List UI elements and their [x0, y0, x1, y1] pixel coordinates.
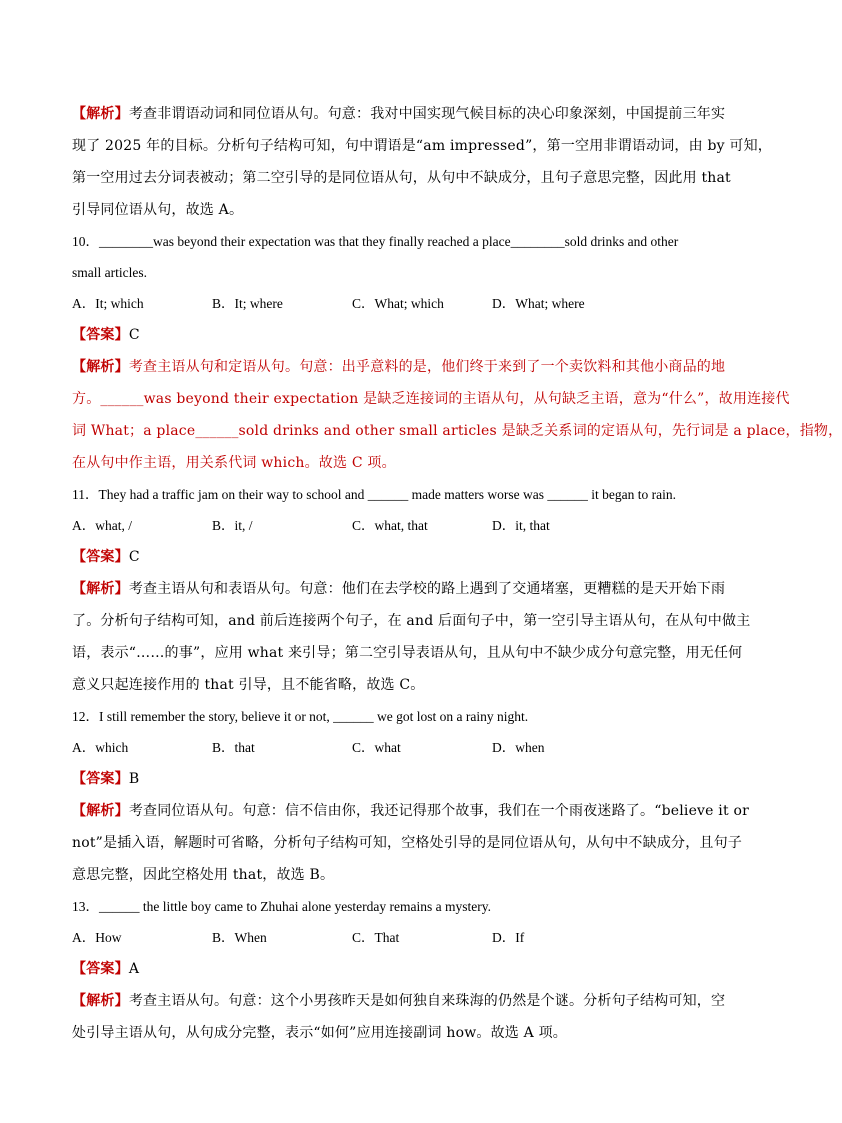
- q10-analysis-line-3: 词 What；a place______sold drinks and other small articles 是缺乏关系词的定语从句，先行词是 a place，指物，: [72, 423, 842, 439]
- q10-stem: 10．________was beyond their expectation was that they finally reached a place________sold drinks and other: [72, 234, 679, 249]
- analysis-tag: 【解析】: [72, 803, 129, 819]
- q13-analysis-line-1: 【解析】考查主语从句。句意：这个小男孩昨天是如何独自来珠海的仍然是个谜。分析句子结构可知，空: [72, 993, 726, 1009]
- analysis-tag: 【解析】: [72, 993, 129, 1009]
- analysis-tag: 【解析】: [72, 359, 129, 375]
- q12-analysis-line-3: 意思完整，因此空格处用 that，故选 B。: [72, 867, 335, 883]
- q11-analysis-line-4: 意义只起连接作用的 that 引导，且不能省略，故选 C。: [72, 677, 425, 693]
- q11-option-b: B．it, /: [212, 518, 253, 533]
- q12-options: [72, 732, 722, 763]
- q12-option-d: D．when: [492, 740, 545, 755]
- q10-stem-cont: small articles.: [72, 265, 147, 280]
- answer-tag: 【答案】: [72, 961, 129, 977]
- q11-analysis-line-3: 语，表示“……的事”，应用 what 来引导；第二空引导表语从句，且从句中不缺少成分句意完整，用无任何: [72, 645, 743, 661]
- q10-answer-value: C: [128, 327, 140, 343]
- q11-option-c: C．what, that: [352, 518, 428, 533]
- q13-option-a: A．How: [72, 930, 122, 945]
- q11-options: [72, 510, 722, 541]
- analysis-tag: 【解析】: [72, 106, 129, 122]
- q12-stem: 12．I still remember the story, believe it or not, ______ we got lost on a rainy night.: [72, 709, 529, 724]
- q10-options: [72, 288, 722, 319]
- q12-answer: [72, 763, 722, 795]
- document-page: [72, 98, 842, 1049]
- answer-tag: 【答案】: [72, 771, 129, 787]
- q11-stem: 11．They had a traffic jam on their way to school and ______ made matters worse was ______ it began to rain.: [72, 487, 676, 502]
- q13-option-d: D．If: [492, 930, 525, 945]
- q11-option-a: A．what, /: [72, 518, 132, 533]
- answer-tag: 【答案】: [72, 549, 129, 565]
- q13-options: [72, 922, 722, 953]
- q10-option-b: B．It; where: [212, 296, 283, 311]
- q9-analysis-line-3: 第一空用过去分词表被动；第二空引导的是同位语从句，从句中不缺成分，且句子意思完整，因此用 that: [72, 170, 731, 186]
- q13-option-b: B．When: [212, 930, 267, 945]
- q13-analysis-line-2: 处引导主语从句，从句成分完整，表示“如何”应用连接副词 how。故选 A 项。: [72, 1025, 568, 1041]
- q13-option-c: C．That: [352, 930, 400, 945]
- q10-analysis-line-2: 方。______was beyond their expectation 是缺乏连接词的主语从句，从句缺乏主语，意为“什么”，故用连接代: [72, 391, 790, 407]
- q10-analysis-line-4: 在从句中作主语，用关系代词 which。故选 C 项。: [72, 455, 396, 471]
- q12-answer-value: B: [128, 771, 140, 787]
- q11-analysis-line-2: 了。分析句子结构可知，and 前后连接两个句子，在 and 后面句子中，第一空引导主语从句，在从句中做主: [72, 613, 751, 629]
- q11-answer-value: C: [128, 549, 140, 565]
- q11-analysis-line-1: 【解析】考查主语从句和表语从句。句意：他们在去学校的路上遇到了交通堵塞，更糟糕的是天开始下雨: [72, 581, 726, 597]
- q9-analysis-line-4: 引导同位语从句，故选 A。: [72, 202, 244, 218]
- q9-analysis-line-2: 现了 2025 年的目标。分析句子结构可知，句中谓语是“am impressed”，第一空用非谓语动词，由 by 可知，: [72, 138, 772, 154]
- q13-stem: 13．______ the little boy came to Zhuhai alone yesterday remains a mystery.: [72, 899, 492, 914]
- q12-analysis-line-2: not”是插入语，解题时可省略，分析句子结构可知，空格处引导的是同位语从句，从句中不缺成分，且句子: [72, 835, 743, 851]
- q12-option-b: B．that: [212, 740, 255, 755]
- q12-option-c: C．what: [352, 740, 401, 755]
- q12-option-a: A．which: [72, 740, 129, 755]
- q10-option-c: C．What; which: [352, 296, 444, 311]
- q10-option-d: D．What; where: [492, 296, 585, 311]
- q11-option-d: D．it, that: [492, 518, 550, 533]
- q9-analysis-line-1: 【解析】考查非谓语动词和同位语从句。句意：我对中国实现气候目标的决心印象深刻，中国提前三年实: [72, 106, 726, 122]
- q13-answer-value: A: [128, 961, 140, 977]
- q10-option-a: A．It; which: [72, 296, 144, 311]
- q11-answer: [72, 541, 722, 573]
- q13-answer: [72, 953, 722, 985]
- q10-analysis-line-1: 【解析】考查主语从句和定语从句。句意：出乎意料的是，他们终于来到了一个卖饮料和其他小商品的地: [72, 359, 726, 375]
- q12-analysis-line-1: 【解析】考查同位语从句。句意：信不信由你，我还记得那个故事，我们在一个雨夜迷路了。“believe it or: [72, 803, 749, 819]
- analysis-tag: 【解析】: [72, 581, 129, 597]
- q10-answer: [72, 319, 722, 351]
- answer-tag: 【答案】: [72, 327, 129, 343]
